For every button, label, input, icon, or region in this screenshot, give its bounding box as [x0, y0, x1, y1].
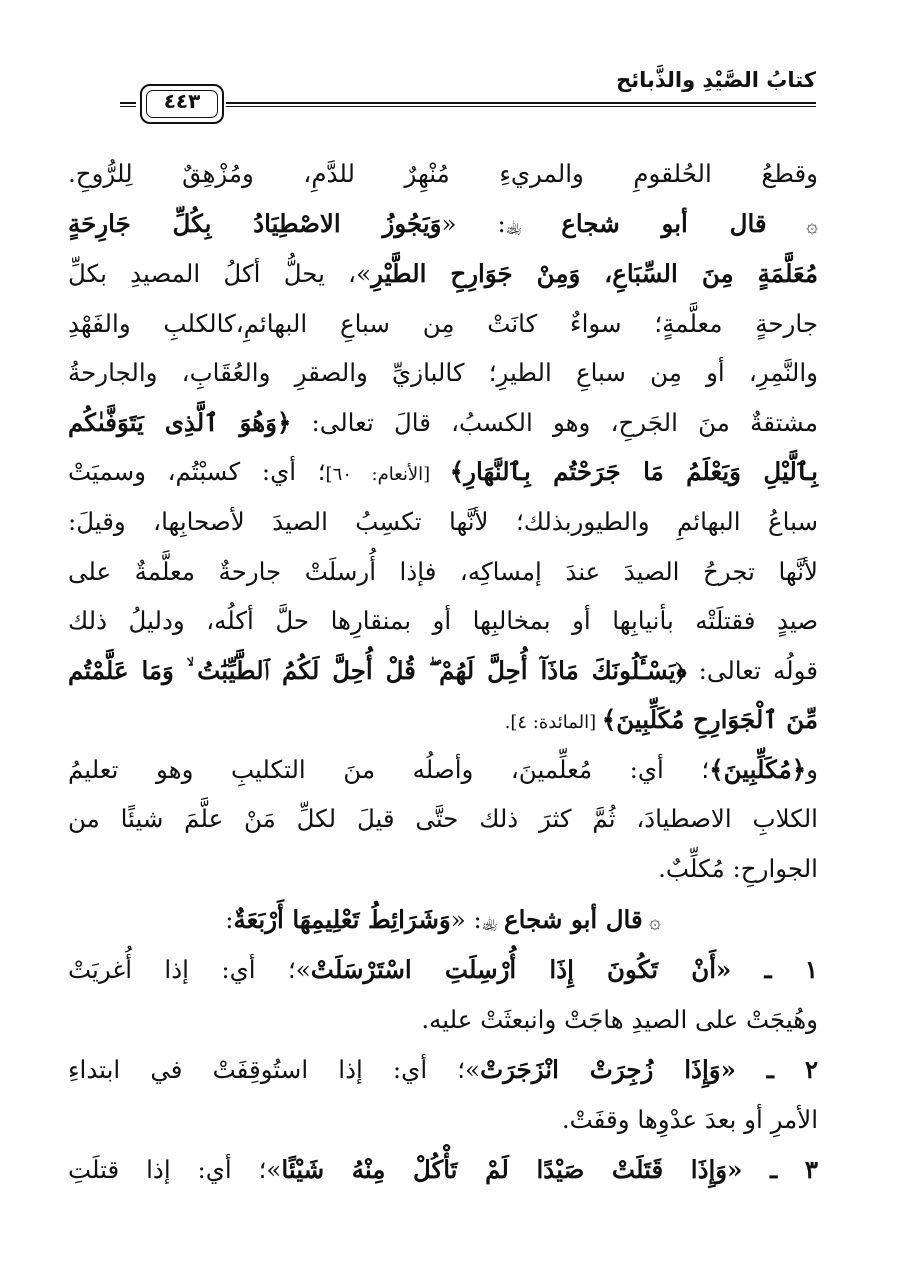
bold-text: وَيَجُوزُ الاصْطِيَادُ بِكُلِّ جَارِحَةٍ: [68, 209, 442, 238]
text-segment: [الأنعام: ٦٠]: [325, 464, 450, 485]
bold-text: مُعَلَّمَةٍ مِنَ السِّبَاعِ، وَمِنْ جَوَارِحِ الطَّيْرِ: [371, 259, 818, 288]
text-line: [68, 1096, 818, 1144]
text-segment: صيدٍ فقتلَتْه بأنيابِها أو بمخالبِها أو بمنقارِها حلَّ أكلُه، ودليلُ ذلك: [68, 606, 818, 635]
bold-text: ﴿وَهُوَ ٱلَّذِى يَتَوَفَّىٰكُم: [68, 408, 292, 437]
bold-text: مِّنَ ٱلْجَوَارِحِ مُكَلِّبِينَ﴾: [601, 705, 818, 734]
bold-text: بِٱلَّيْلِ وَيَعْلَمُ مَا جَرَحْتُم بِٱلنَّهَارِ﴾: [449, 457, 818, 486]
text-line: [68, 250, 818, 298]
text-segment: »؛ أي: إذا قتلَتِ: [68, 1155, 282, 1184]
bold-text: ﴿مُكَلِّبِينَ﴾: [709, 755, 807, 784]
text-segment: ؛ أي: مُعلِّمينَ، وأصلُه منَ التكليبِ وهو تعليمُ: [68, 755, 710, 784]
text-segment: جارحةٍ معلَّمةٍ؛ سواءٌ كانَتْ مِن سباعِ البهائمِ،كالكلبِ والفَهْدِ: [68, 309, 818, 338]
text-line: [68, 746, 818, 794]
text-line: [68, 946, 818, 994]
text-segment: »، يحلُّ أكلُ المصيدِ بكلِّ: [68, 259, 372, 288]
text-segment: الكلابِ الاصطيادَ، ثُمَّ كثرَ ذلك حتَّى قيلَ لكلِّ مَنْ علَّمَ شيئًا من: [68, 804, 818, 833]
bold-text: ١ ـ «: [716, 955, 818, 984]
text-line: [68, 498, 818, 546]
text-line: [68, 399, 818, 447]
text-segment: والنَّمِرِ، أو مِن سباعِ الطيرِ؛ كالبازيِّ والصقرِ والعُقَابِ، والجارحةُ: [68, 358, 818, 387]
text-line: [68, 300, 818, 348]
page-number: ٤٤٣: [163, 89, 201, 113]
text-segment: وهُيجَتْ على الصيدِ هاجَتْ وانبعثَتْ عليه.: [421, 1005, 818, 1034]
text-line: [68, 845, 818, 893]
text-segment: ﵀: [505, 216, 562, 237]
bold-text: ﴿يَسْـَٔلُونَكَ مَاذَآ أُحِلَّ لَهُمْ ۖ قُلْ أُحِلَّ لَكُمُ ٱلطَّيِّبَٰتُ ۙ وَمَا عَلَّمْتُم: [68, 656, 687, 685]
text-line: [68, 795, 818, 843]
bold-text: قال أبو شجاع: [561, 209, 767, 238]
text-segment: »؛ أي: إذا أُغريَتْ: [68, 955, 311, 984]
text-segment: : «: [441, 209, 506, 238]
header-rule: [120, 102, 136, 104]
text-line: [68, 200, 818, 248]
bold-text: ٢ ـ «: [720, 1055, 818, 1084]
page-number-frame: [140, 84, 224, 124]
text-segment: ﵀: [481, 912, 504, 933]
text-segment: لأنَّها تجرحُ الصيدَ عندَ إمساكِه، فإذا أُرسلَتْ جارحةٌ معلَّمةٌ على: [68, 557, 818, 586]
text-segment: و: [806, 755, 818, 784]
header-rule: [120, 106, 136, 107]
text-segment: الأمرِ أو بعدَ عدْوِها وقفَتْ.: [561, 1105, 818, 1134]
header-rule: [226, 102, 816, 104]
text-segment: [المائدة: ٤].: [504, 712, 602, 733]
text-segment: : «: [450, 905, 482, 934]
text-line: [68, 548, 818, 596]
bold-text: وَإِذَا قَتَلَتْ صَيْدًا لَمْ تَأْكُلْ مِنْهُ شَيْئًا: [281, 1155, 728, 1184]
bold-text: وَإِذَا زُجِرَتْ انْزَجَرَتْ: [480, 1055, 721, 1084]
text-line: [68, 1046, 818, 1094]
ornament-icon: ۞: [766, 213, 818, 237]
ornament-icon: ۞: [642, 909, 661, 933]
text-segment: سباعُ البهائمِ والطيوربذلك؛ لأنَّها تكسِبُ الصيدَ لأصحابِها، وقيلَ:: [68, 507, 818, 536]
text-segment: مشتقةٌ منَ الجَرحِ، وهو الكسبُ، قالَ تعالى:: [291, 408, 818, 437]
header-rule: [226, 106, 816, 107]
bold-text: ٣ ـ «: [727, 1155, 818, 1184]
bold-text: قال أبو شجاع: [503, 905, 643, 934]
text-segment: الجوارحِ: مُكلِّبٌ.: [658, 854, 818, 883]
text-line: [68, 448, 818, 496]
running-title: كتابُ الصَّيْدِ والذَّبائح: [616, 68, 816, 92]
text-line: [68, 150, 818, 198]
bold-text: وَشَرَائِطُ تَعْلِيمِهَا أَرْبَعَةٌ: [233, 905, 451, 934]
text-line: [68, 896, 818, 944]
text-line: [68, 996, 818, 1044]
text-segment: قولُه تعالى:: [686, 656, 818, 685]
text-segment: »؛ أي: إذا استُوقِفَتْ في ابتداءِ: [68, 1055, 481, 1084]
page-header: [120, 62, 816, 128]
text-segment: :: [225, 905, 234, 934]
text-line: [68, 696, 818, 744]
text-segment: ؛ أي: كسبْتُم، وسميَتْ: [68, 457, 326, 486]
bold-text: أَنْ تَكُونَ إِذَا أُرْسِلَتِ اسْتَرْسَلَتْ: [310, 955, 717, 984]
text-segment: وقطعُ الحُلقومِ والمريءِ مُنْهِرٌ للدَّمِ، ومُزْهِقٌ لِلرُّوحِ.: [68, 159, 818, 188]
text-line: [68, 647, 818, 695]
text-line: [68, 597, 818, 645]
text-line: [68, 1146, 818, 1194]
text-line: [68, 349, 818, 397]
